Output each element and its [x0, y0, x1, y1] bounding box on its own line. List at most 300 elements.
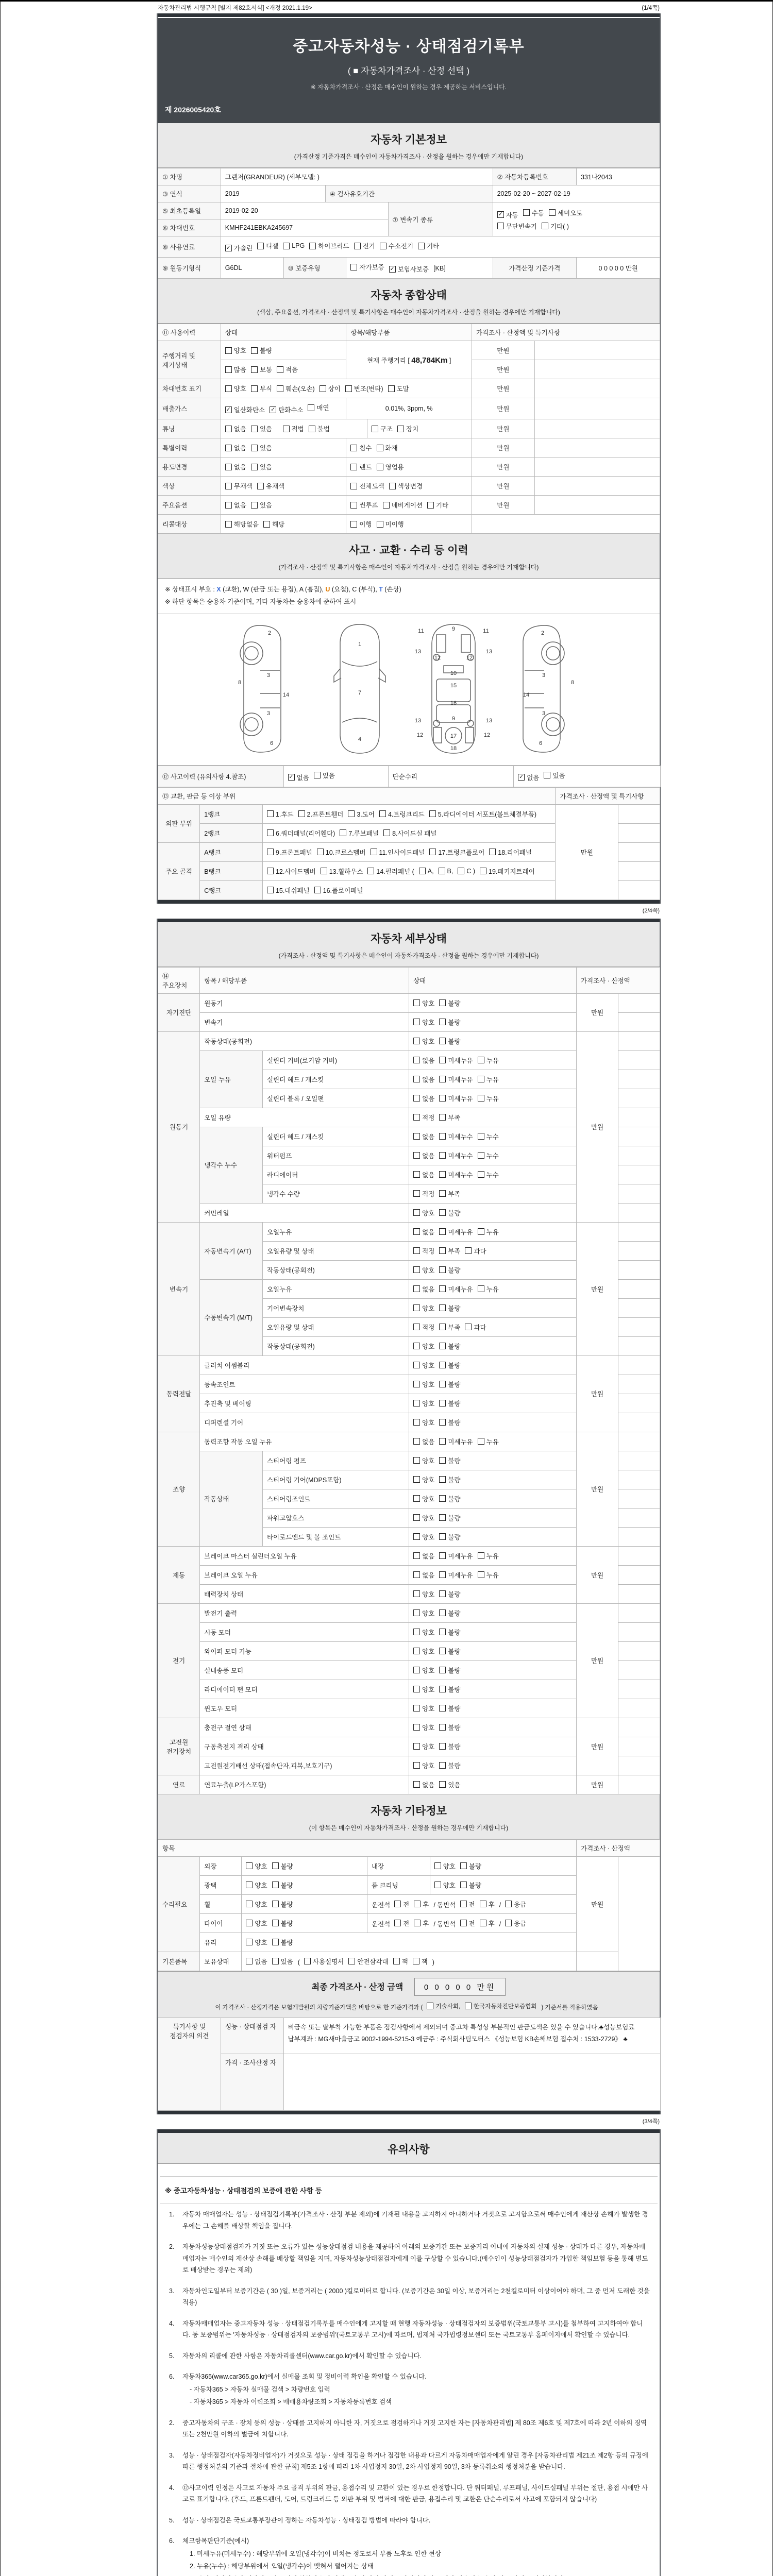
- checkbox[interactable]: [439, 1285, 446, 1292]
- check-option[interactable]: [277, 384, 315, 393]
- checkbox[interactable]: [439, 1552, 446, 1559]
- checkbox[interactable]: [439, 1533, 446, 1540]
- checkbox[interactable]: [489, 849, 496, 855]
- note-cell[interactable]: [618, 1070, 660, 1089]
- check-option[interactable]: [413, 1342, 434, 1351]
- checkbox[interactable]: [383, 829, 390, 836]
- check-option[interactable]: [478, 1437, 499, 1446]
- check-option[interactable]: [413, 1265, 434, 1275]
- checkbox[interactable]: [389, 483, 396, 489]
- check-option[interactable]: [413, 1570, 434, 1580]
- checkbox[interactable]: [413, 1343, 420, 1349]
- checkbox[interactable]: [439, 1419, 446, 1426]
- check-option[interactable]: [413, 1704, 434, 1713]
- checkbox[interactable]: [314, 772, 321, 778]
- checkbox[interactable]: [413, 1209, 420, 1216]
- checkbox[interactable]: [413, 999, 420, 1006]
- check-option[interactable]: [489, 848, 532, 857]
- check-option[interactable]: [439, 1780, 460, 1789]
- checkbox[interactable]: [439, 1038, 446, 1044]
- check-option[interactable]: [350, 481, 384, 490]
- note-cell[interactable]: [618, 880, 660, 900]
- checkbox[interactable]: [413, 1724, 420, 1731]
- note-cell[interactable]: [618, 1317, 660, 1336]
- check-option[interactable]: [413, 1494, 434, 1503]
- check-option[interactable]: [383, 500, 423, 510]
- check-option[interactable]: [225, 384, 246, 393]
- checkbox[interactable]: [439, 1343, 446, 1349]
- note-cell[interactable]: [618, 1375, 660, 1394]
- checkbox[interactable]: [413, 1400, 420, 1406]
- note-cell[interactable]: [618, 1089, 660, 1108]
- check-option[interactable]: [414, 1900, 429, 1909]
- check-option[interactable]: [439, 1589, 460, 1599]
- checkbox[interactable]: [439, 1304, 446, 1311]
- checkbox[interactable]: [345, 385, 352, 392]
- checkbox[interactable]: [505, 1920, 512, 1926]
- checkbox[interactable]: [413, 1609, 420, 1616]
- check-option[interactable]: [439, 1532, 460, 1541]
- checkbox[interactable]: [413, 1762, 420, 1769]
- check-option[interactable]: [377, 443, 398, 452]
- check-option[interactable]: [251, 424, 272, 433]
- checkbox[interactable]: [246, 1882, 253, 1888]
- check-option[interactable]: [272, 1957, 293, 1966]
- check-option[interactable]: [225, 405, 265, 414]
- checkbox[interactable]: [413, 1419, 420, 1426]
- checkbox[interactable]: [413, 1076, 420, 1082]
- checkbox[interactable]: [277, 385, 283, 392]
- checkbox[interactable]: [497, 223, 504, 229]
- checkbox[interactable]: [413, 1362, 420, 1368]
- check-option[interactable]: [270, 405, 303, 414]
- checked-checkbox[interactable]: ✓: [226, 244, 231, 251]
- checkbox[interactable]: [439, 1095, 446, 1101]
- check-option[interactable]: [413, 1303, 434, 1313]
- check-option[interactable]: [427, 2002, 460, 2010]
- check-option[interactable]: [439, 1418, 460, 1427]
- checkbox[interactable]: [251, 502, 258, 509]
- check-option[interactable]: [439, 1284, 473, 1294]
- checked-checkbox[interactable]: ✓: [289, 774, 294, 780]
- note-cell[interactable]: [618, 1050, 660, 1070]
- check-option[interactable]: [439, 1037, 460, 1046]
- check-option[interactable]: [413, 1323, 434, 1332]
- check-option[interactable]: [439, 1056, 473, 1065]
- check-option[interactable]: [350, 443, 372, 452]
- check-option[interactable]: [413, 1742, 434, 1751]
- checkbox[interactable]: [267, 810, 274, 817]
- note-cell[interactable]: [534, 379, 660, 398]
- checkbox[interactable]: [478, 1076, 484, 1082]
- checkbox[interactable]: [304, 1958, 311, 1964]
- checkbox[interactable]: [272, 1958, 279, 1964]
- check-option[interactable]: [439, 1475, 460, 1484]
- check-option[interactable]: [419, 868, 434, 875]
- check-option[interactable]: [298, 809, 344, 819]
- check-option[interactable]: [439, 1456, 460, 1465]
- check-option[interactable]: [309, 241, 349, 250]
- checkbox[interactable]: [549, 209, 556, 216]
- check-option[interactable]: [272, 1861, 293, 1871]
- checked-checkbox[interactable]: ✓: [226, 406, 231, 413]
- checkbox[interactable]: [413, 1381, 420, 1387]
- check-option[interactable]: [225, 424, 246, 433]
- check-option[interactable]: [389, 264, 429, 274]
- check-option[interactable]: [413, 1723, 434, 1732]
- checkbox[interactable]: [439, 1629, 446, 1635]
- check-option[interactable]: [413, 1399, 434, 1408]
- check-option[interactable]: [413, 1685, 434, 1694]
- check-option[interactable]: [340, 828, 379, 838]
- checkbox[interactable]: [439, 1057, 446, 1063]
- checkbox[interactable]: [225, 426, 232, 432]
- checkbox[interactable]: [267, 868, 274, 874]
- check-option[interactable]: [497, 210, 518, 219]
- check-option[interactable]: [251, 384, 272, 393]
- checked-checkbox[interactable]: ✓: [498, 211, 503, 217]
- checkbox[interactable]: [439, 868, 445, 874]
- check-option[interactable]: [246, 1919, 267, 1928]
- checkbox[interactable]: [478, 1285, 484, 1292]
- checkbox[interactable]: [465, 1247, 472, 1254]
- check-option[interactable]: [427, 500, 448, 510]
- check-option[interactable]: [439, 1647, 460, 1656]
- check-option[interactable]: [413, 1018, 434, 1027]
- check-option[interactable]: [413, 1589, 434, 1599]
- check-option[interactable]: [288, 773, 309, 782]
- checkbox[interactable]: [393, 1958, 400, 1964]
- checkbox[interactable]: [267, 849, 274, 855]
- check-option[interactable]: [518, 773, 539, 782]
- check-option[interactable]: [413, 1246, 434, 1256]
- check-option[interactable]: [277, 365, 298, 374]
- check-option[interactable]: [439, 1094, 473, 1103]
- check-option[interactable]: [439, 1303, 460, 1313]
- check-option[interactable]: [413, 1532, 434, 1541]
- check-option[interactable]: [465, 1323, 486, 1332]
- note-cell[interactable]: [534, 341, 660, 360]
- check-option[interactable]: [439, 1399, 460, 1408]
- check-option[interactable]: [394, 1919, 409, 1928]
- note-cell[interactable]: [534, 496, 660, 515]
- note-cell[interactable]: [618, 1298, 660, 1317]
- check-option[interactable]: [272, 1880, 293, 1890]
- check-option[interactable]: [478, 1132, 499, 1141]
- checkbox[interactable]: [309, 426, 315, 432]
- note-cell[interactable]: [618, 1279, 660, 1298]
- check-option[interactable]: [413, 1151, 434, 1160]
- checkbox[interactable]: [225, 366, 232, 373]
- check-option[interactable]: [225, 243, 253, 252]
- checkbox[interactable]: [478, 1133, 484, 1140]
- note-cell[interactable]: [534, 398, 660, 419]
- check-option[interactable]: [478, 1227, 499, 1236]
- check-option[interactable]: [429, 809, 536, 819]
- checkbox[interactable]: [379, 810, 386, 817]
- checkbox[interactable]: [257, 243, 264, 249]
- check-option[interactable]: [309, 424, 330, 433]
- check-option[interactable]: [460, 1861, 481, 1871]
- checkbox[interactable]: [413, 1629, 420, 1635]
- checkbox[interactable]: [251, 445, 258, 451]
- check-option[interactable]: [434, 1880, 456, 1890]
- checkbox[interactable]: [372, 426, 378, 432]
- note-cell[interactable]: [618, 1565, 660, 1584]
- check-option[interactable]: [251, 443, 272, 452]
- checkbox[interactable]: [439, 1476, 446, 1483]
- checkbox[interactable]: [419, 868, 426, 874]
- checked-checkbox[interactable]: ✓: [271, 406, 276, 413]
- checkbox[interactable]: [413, 1095, 420, 1101]
- checkbox[interactable]: [413, 1476, 420, 1483]
- checkbox[interactable]: [480, 1901, 486, 1907]
- checkbox[interactable]: [314, 887, 321, 893]
- check-option[interactable]: [478, 1075, 499, 1084]
- check-option[interactable]: [283, 424, 304, 433]
- checkbox[interactable]: [272, 1882, 279, 1888]
- check-option[interactable]: [439, 1494, 460, 1503]
- check-option[interactable]: [308, 403, 329, 412]
- check-option[interactable]: [225, 500, 246, 510]
- note-cell[interactable]: [534, 360, 660, 379]
- note-cell[interactable]: [618, 823, 660, 842]
- check-option[interactable]: [434, 1861, 456, 1871]
- checkbox[interactable]: [439, 1514, 446, 1521]
- note-cell[interactable]: [618, 1413, 660, 1432]
- check-option[interactable]: [257, 481, 284, 490]
- checkbox[interactable]: [460, 1920, 467, 1926]
- checkbox[interactable]: [460, 1862, 467, 1869]
- check-option[interactable]: [439, 1380, 460, 1389]
- check-option[interactable]: [439, 1723, 460, 1732]
- checkbox[interactable]: [427, 2003, 433, 2009]
- check-option[interactable]: [478, 1551, 499, 1561]
- check-option[interactable]: [439, 1570, 473, 1580]
- check-option[interactable]: [413, 1513, 434, 1522]
- check-option[interactable]: [257, 241, 278, 250]
- check-option[interactable]: [413, 1037, 434, 1046]
- check-option[interactable]: [480, 1919, 495, 1928]
- checkbox[interactable]: [439, 1686, 446, 1692]
- check-option[interactable]: [439, 1189, 460, 1198]
- note-cell[interactable]: [618, 1756, 660, 1775]
- checkbox[interactable]: [413, 1743, 420, 1750]
- checkbox[interactable]: [354, 243, 361, 249]
- checkbox[interactable]: [394, 1920, 401, 1926]
- checkbox[interactable]: [267, 829, 274, 836]
- opinion-appraiser-text[interactable]: [283, 2054, 660, 2111]
- checkbox[interactable]: [350, 464, 357, 470]
- check-option[interactable]: [321, 867, 363, 876]
- checkbox[interactable]: [251, 385, 258, 392]
- check-option[interactable]: [460, 1880, 481, 1890]
- note-cell[interactable]: [618, 1680, 660, 1699]
- check-option[interactable]: [263, 519, 284, 529]
- checkbox[interactable]: [439, 1724, 446, 1731]
- check-option[interactable]: [439, 1323, 460, 1332]
- note-cell[interactable]: [618, 842, 660, 861]
- note-cell[interactable]: [618, 1336, 660, 1355]
- checkbox[interactable]: [251, 366, 258, 373]
- checkbox[interactable]: [413, 1019, 420, 1025]
- checkbox[interactable]: [542, 223, 548, 229]
- check-option[interactable]: [367, 867, 414, 876]
- note-cell[interactable]: [618, 1508, 660, 1527]
- check-option[interactable]: [413, 1666, 434, 1675]
- checkbox[interactable]: [413, 1114, 420, 1121]
- check-option[interactable]: [439, 1361, 460, 1370]
- note-cell[interactable]: [618, 1489, 660, 1508]
- check-option[interactable]: [246, 1861, 267, 1871]
- checkbox[interactable]: [298, 810, 305, 817]
- checked-checkbox[interactable]: ✓: [519, 774, 524, 780]
- note-cell[interactable]: [618, 1432, 660, 1451]
- checkbox[interactable]: [544, 772, 550, 778]
- checkbox[interactable]: [394, 1901, 401, 1907]
- checkbox[interactable]: [320, 385, 326, 392]
- note-cell[interactable]: [618, 1031, 660, 1050]
- checkbox[interactable]: [439, 1781, 446, 1788]
- check-option[interactable]: [439, 1265, 460, 1275]
- checkbox[interactable]: [263, 521, 270, 528]
- checkbox[interactable]: [413, 1152, 420, 1159]
- checkbox[interactable]: [225, 502, 232, 509]
- checkbox[interactable]: [439, 1133, 446, 1140]
- check-option[interactable]: [317, 848, 366, 857]
- check-option[interactable]: [413, 1608, 434, 1618]
- checkbox[interactable]: [414, 1920, 421, 1926]
- etc-note-cell[interactable]: [618, 1856, 660, 1971]
- check-option[interactable]: [393, 1957, 408, 1966]
- checkbox[interactable]: [439, 999, 446, 1006]
- checkbox[interactable]: [429, 810, 436, 817]
- check-option[interactable]: [314, 771, 335, 780]
- checkbox[interactable]: [439, 1114, 446, 1121]
- checkbox[interactable]: [413, 1285, 420, 1292]
- checkbox[interactable]: [413, 1266, 420, 1273]
- check-option[interactable]: [413, 1418, 434, 1427]
- check-option[interactable]: [267, 809, 294, 819]
- note-cell[interactable]: [534, 419, 660, 438]
- checkbox[interactable]: [377, 445, 383, 451]
- check-option[interactable]: [283, 242, 305, 249]
- checkbox[interactable]: [225, 385, 232, 392]
- checkbox[interactable]: [505, 1901, 512, 1907]
- checkbox[interactable]: [413, 1324, 420, 1330]
- note-cell[interactable]: [618, 1165, 660, 1184]
- checkbox[interactable]: [413, 1495, 420, 1502]
- checkbox[interactable]: [267, 887, 274, 893]
- check-option[interactable]: [251, 462, 272, 471]
- checkbox[interactable]: [413, 1590, 420, 1597]
- checkbox[interactable]: [225, 445, 232, 451]
- note-cell[interactable]: [618, 1775, 660, 1794]
- check-option[interactable]: [439, 1513, 460, 1522]
- checkbox[interactable]: [321, 868, 327, 874]
- check-option[interactable]: [414, 1919, 429, 1928]
- check-option[interactable]: [225, 481, 253, 490]
- checkbox[interactable]: [439, 1152, 446, 1159]
- checkbox[interactable]: [272, 1939, 279, 1945]
- check-option[interactable]: [439, 1437, 473, 1446]
- check-option[interactable]: [354, 241, 375, 250]
- note-cell[interactable]: [618, 1660, 660, 1680]
- check-option[interactable]: [413, 1475, 434, 1484]
- checkbox[interactable]: [413, 1686, 420, 1692]
- check-option[interactable]: [413, 1761, 434, 1770]
- check-option[interactable]: [460, 1919, 475, 1928]
- checkbox[interactable]: [478, 1152, 484, 1159]
- note-cell[interactable]: [618, 1451, 660, 1470]
- checkbox[interactable]: [413, 1247, 420, 1254]
- checkbox[interactable]: [350, 483, 357, 489]
- checkbox[interactable]: [439, 1324, 446, 1330]
- check-option[interactable]: [389, 481, 423, 490]
- checkbox[interactable]: [413, 1038, 420, 1044]
- check-option[interactable]: [413, 1056, 434, 1065]
- check-option[interactable]: [413, 1437, 434, 1446]
- checkbox[interactable]: [413, 1438, 420, 1445]
- check-option[interactable]: [388, 384, 409, 393]
- note-cell[interactable]: [618, 861, 660, 880]
- checkbox[interactable]: [439, 1762, 446, 1769]
- checkbox[interactable]: [413, 1648, 420, 1654]
- check-option[interactable]: [505, 1919, 526, 1928]
- note-cell[interactable]: [618, 993, 660, 1012]
- checkbox[interactable]: [439, 1705, 446, 1711]
- checkbox[interactable]: [246, 1901, 253, 1907]
- check-option[interactable]: [380, 241, 413, 250]
- check-option[interactable]: [478, 1056, 499, 1065]
- checkbox[interactable]: [283, 426, 290, 432]
- checkbox[interactable]: [465, 2003, 472, 2009]
- check-option[interactable]: [480, 867, 535, 876]
- note-cell[interactable]: [618, 1622, 660, 1641]
- check-option[interactable]: [371, 848, 425, 857]
- note-cell[interactable]: [618, 1241, 660, 1260]
- check-option[interactable]: [478, 1570, 499, 1580]
- check-option[interactable]: [460, 1900, 475, 1909]
- checkbox[interactable]: [439, 1076, 446, 1082]
- checkbox[interactable]: [257, 483, 264, 489]
- check-option[interactable]: [267, 848, 312, 857]
- check-option[interactable]: [348, 1957, 388, 1966]
- checkbox[interactable]: [439, 1171, 446, 1178]
- check-option[interactable]: [542, 222, 569, 231]
- checkbox[interactable]: [478, 1228, 484, 1235]
- check-option[interactable]: [413, 1551, 434, 1561]
- note-cell[interactable]: [618, 1737, 660, 1756]
- check-option[interactable]: [478, 1170, 499, 1179]
- checkbox[interactable]: [478, 1438, 484, 1445]
- check-option[interactable]: [304, 1957, 344, 1966]
- check-option[interactable]: [225, 443, 246, 452]
- checkbox[interactable]: [348, 810, 355, 817]
- check-option[interactable]: [418, 241, 439, 250]
- checkbox[interactable]: [251, 347, 258, 354]
- checkbox[interactable]: [439, 1381, 446, 1387]
- check-option[interactable]: [413, 1132, 434, 1141]
- checkbox[interactable]: [418, 243, 425, 249]
- note-cell[interactable]: [618, 1718, 660, 1737]
- note-cell[interactable]: [618, 1108, 660, 1127]
- checkbox[interactable]: [439, 1590, 446, 1597]
- check-option[interactable]: [413, 1380, 434, 1389]
- check-option[interactable]: [465, 1246, 486, 1256]
- check-option[interactable]: [458, 868, 475, 875]
- check-option[interactable]: [383, 828, 436, 838]
